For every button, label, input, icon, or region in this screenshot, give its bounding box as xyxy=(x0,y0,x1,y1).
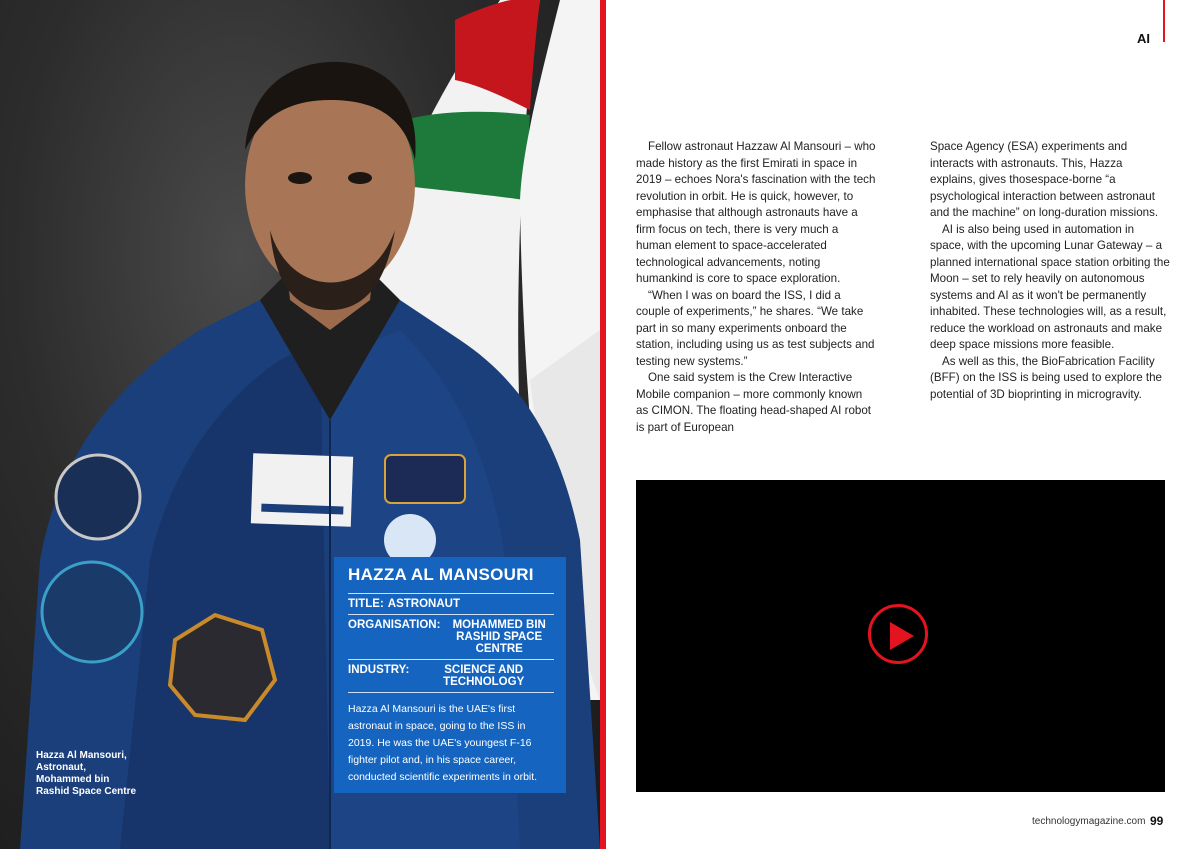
article-paragraph: As well as this, the BioFabrication Facility (BFF) on the ISS is being used to explore the potential of 3D bioprinting in microgravity. xyxy=(930,354,1162,401)
article-paragraph: Fellow astronaut Hazzaw Al Mansouri – who made history as the first Emirati in space in 2019 – echoes Nora's fascination with the tech revolution in orbit. He is quick, however, to emphasise that although astronauts have a firm focus on tech, there is very much a human element to space-accelerated technological advancements, noting humankind is core to space exploration. xyxy=(636,140,876,285)
profile-card xyxy=(334,557,566,793)
play-button[interactable] xyxy=(868,604,928,664)
section-label: AI xyxy=(1137,31,1150,46)
section-accent-rule xyxy=(1163,0,1165,42)
profile-organisation-value: MOHAMMED BIN RASHID SPACE CENTRE xyxy=(452,619,546,655)
video-player[interactable] xyxy=(636,480,1165,792)
profile-industry-key: INDUSTRY: xyxy=(348,664,410,676)
profile-industry-row xyxy=(348,659,554,693)
profile-organisation-row xyxy=(348,614,554,659)
profile-name: HAZZA AL MANSOURI xyxy=(348,565,534,584)
article-column-1 xyxy=(636,139,876,436)
page-number: 99 xyxy=(1150,814,1164,828)
photo-caption: Hazza Al Mansouri, Astronaut, Mohammed bin Rashid Space Centre xyxy=(36,750,137,797)
article-paragraph: AI is also being used in automation in space, with the upcoming Lunar Gateway – a planned international space station orbiting the Moon – set to rely heavily on autonomous systems and AI as it won't be permanently inhabited. These technologies will, as a result, reduce the workload on astronauts and make deep space missions more feasible. xyxy=(930,222,1170,351)
profile-title-row xyxy=(348,593,554,614)
profile-industry-value: SCIENCE AND TECHNOLOGY xyxy=(443,664,525,688)
profile-bio: Hazza Al Mansouri is the UAE's first astronaut in space, going to the ISS in 2019. He was the UAE's youngest F-16 fighter pilot and, in his space career, conducted scientific experiments in orbit. xyxy=(348,703,538,783)
profile-organisation-key: ORGANISATION: xyxy=(348,619,441,631)
article-paragraph: “When I was on board the ISS, I did a couple of experiments,” he shares. “We take part in so many experiments onboard the station, including using us as test subjects and testing new systems.” xyxy=(636,288,875,368)
footer-website: technologymagazine.com xyxy=(1032,816,1146,827)
profile-title-key: TITLE: xyxy=(348,598,384,610)
article-paragraph: Space Agency (ESA) experiments and interacts with astronauts. This, Hazza explains, gives thosespace-borne “a psychological interaction between astronaut and the machine” on long-duration missions. xyxy=(930,140,1159,219)
play-icon xyxy=(888,622,914,650)
article-column-2 xyxy=(930,139,1170,403)
article-paragraph: One said system is the Crew Interactive Mobile companion – more commonly known as CIMON. The floating head-shaped AI robot is part of European xyxy=(636,371,872,434)
spine-accent-bar xyxy=(600,0,606,849)
profile-title-value: ASTRONAUT xyxy=(387,598,460,610)
